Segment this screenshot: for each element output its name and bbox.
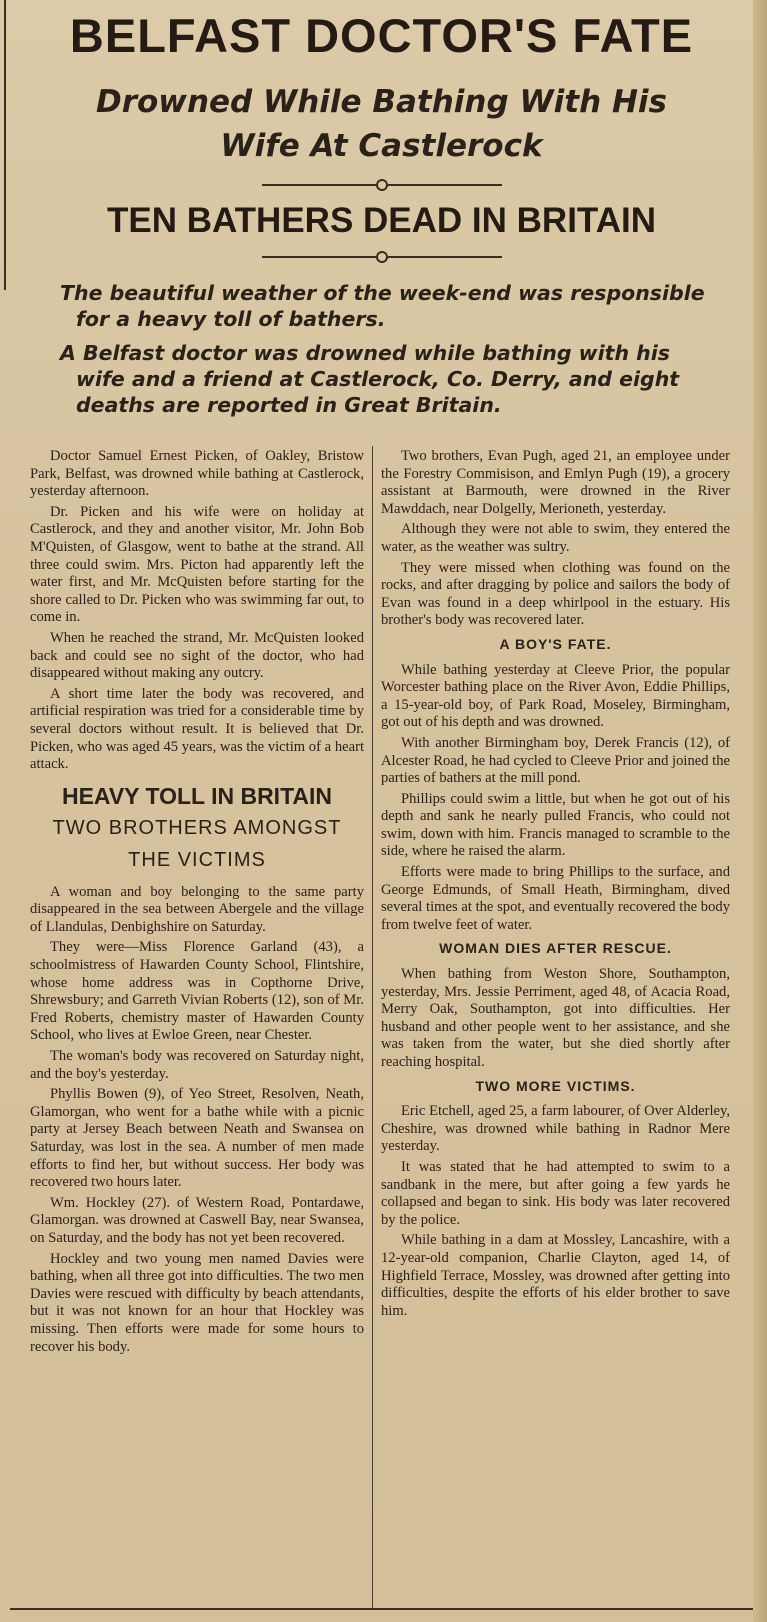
paragraph: Although they were not able to swim, they entered the water, as the weather was sultry. — [381, 521, 730, 555]
headline-2: TEN BATHERS DEAD IN BRITAIN — [107, 201, 656, 240]
paragraph: Two brothers, Evan Pugh, aged 21, an employee under the Forestry Commisison, and Emlyn Pugh (19), a grocery assistant at Barmouth, were drowned in the River Mawddach, near Dolgelly, Merioneth, yesterday. — [381, 448, 730, 517]
paragraph: A short time later the body was recovered, and artificial respiration was tried for a considerable time by several doctors without result. It is believed that Dr. Picken, who was aged 45 years, was the victim of a heart attack. — [30, 685, 364, 773]
section-heading: WOMAN DIES AFTER RESCUE. — [439, 940, 672, 957]
paragraph: Phyllis Bowen (9), of Yeo Street, Resolven, Neath, Glamorgan, who went for a bathe while with a picnic party at Jersey Beach between Neath and Swansea on Saturday, was lost in the sea. A number of men made efforts to find her, but without success. Her body was recovered two hours later. — [30, 1086, 364, 1191]
paper-edge — [753, 0, 767, 1622]
paragraph: A woman and boy belonging to the same party disappeared in the sea between Abergele and the village of Llandulas, Denbighshire on Saturday. — [30, 883, 364, 935]
masthead — [10, 0, 753, 264]
ornament-rule — [262, 250, 502, 264]
intro-paragraph: A Belfast doctor was drowned while bathing with his wife and a friend at Castlerock, Co. Derry, and eight deaths are reported in Great Britain. — [60, 341, 680, 417]
paragraph: The woman's body was recovered on Saturday night, and the boy's yesterday. — [30, 1048, 364, 1082]
section-heading: TWO MORE VICTIMS. — [475, 1077, 636, 1094]
paragraph: When he reached the strand, Mr. McQuisten looked back and could see no sight of the doctor, who had disappeared without making any outcry. — [30, 629, 364, 682]
section-heading-line: THE VICTIMS — [128, 848, 266, 871]
paragraph: While bathing yesterday at Cleeve Prior, the popular Worcester bathing place on the River Avon, Eddie Phillips, a 15-year-old boy, of Park Road, Moseley, Birmingham, got out of his depth and was drowned. — [381, 661, 730, 731]
section-heading — [30, 780, 364, 876]
section-heading-line: HEAVY TOLL IN BRITAIN — [61, 782, 333, 809]
paragraph: Efforts were made to bring Phillips to the surface, and George Edmunds, of Small Heath, Birmingham, dived several times at the spot, and eventually recovered the body from twelve feet of water. — [381, 864, 730, 933]
intro — [60, 280, 713, 418]
paragraph: They were—Miss Florence Garland (43), a schoolmistress of Hawarden County School, Flintshire, whose home address was in Copthorne Drive, Shrewsbury; and Garreth Vivian Roberts (12), son of Mr. Fred Roberts, chemistry master of Hawarden County School, who lives at Ewloe Green, near Chester. — [30, 939, 364, 1044]
paragraph: With another Birmingham boy, Derek Francis (12), of Alcester Road, he had cycled to Cleeve Prior and joined the parties of bathers at the mill pond. — [381, 734, 730, 787]
paragraph: When bathing from Weston Shore, Southampton, yesterday, Mrs. Jessie Perriment, aged 48, of Acacia Road, Merry Oak, Southampton, got into difficulties. Her husband and other people went to her assistance, and she was taken from the water, but she died shortly after reaching hospital. — [381, 966, 730, 1070]
paragraph: Phillips could swim a little, but when he got out of his depth and sank he nearly pulled Francis, who could not swim, down with him. Francis managed to scramble to the side, where he raised the alarm. — [381, 790, 730, 860]
intro-paragraph: The beautiful weather of the week-end was responsible for a heavy toll of bathers. — [60, 281, 705, 331]
paragraph: It was stated that he had attempted to swim to a sandbank in the mere, but after going a few yards he collapsed and began to sink. His body was later recovered by the police. — [381, 1158, 730, 1228]
subheadline: Drowned While Bathing With His Wife At Castlerock — [95, 84, 667, 164]
headline: BELFAST DOCTOR'S FATE — [69, 9, 694, 62]
section-heading-line: TWO BROTHERS AMONGST — [52, 816, 342, 839]
paragraph: Wm. Hockley (27). of Western Road, Pontardawe, Glamorgan. was drowned at Caswell Bay, near Swansea, on Saturday, and the body has not yet been recovered. — [30, 1194, 364, 1246]
left-border-rule — [4, 0, 6, 290]
columns — [10, 446, 753, 1608]
bottom-rule — [10, 1608, 753, 1610]
right-column — [372, 446, 734, 1608]
paragraph: They were missed when clothing was found on the rocks, and after dragging by police and sailors the body of Evan was found in a deep whirlpool in the estuary. His brother's body was recovered later. — [381, 559, 730, 629]
ornament-rule — [262, 178, 502, 192]
left-column — [10, 446, 372, 1608]
paragraph: Doctor Samuel Ernest Picken, of Oakley, Bristow Park, Belfast, was drowned while bathing at Castlerock, yesterday afternoon. — [30, 448, 364, 500]
paragraph: While bathing in a dam at Mossley, Lancashire, with a 12-year-old companion, Charlie Clayton, aged 14, of Highfield Terrace, Mossley, was drowned after getting into difficulties, despite the efforts of his elder brother to save him. — [381, 1232, 730, 1319]
section-heading: A BOY'S FATE. — [499, 635, 612, 652]
paragraph: Dr. Picken and his wife were on holiday at Castlerock, and they and another visitor, Mr. John Bob M'Quisten, of Glasgow, went to bathe at the strand. All three could swim. Mrs. Picton had apparently left the water first, and Mr. McQuisten before starting for the shore called to Dr. Picken who was swimming far out, to come in. — [30, 503, 364, 626]
paragraph: Eric Etchell, aged 25, a farm labourer, of Over Alderley, Cheshire, was drowned while bathing in Radnor Mere yesterday. — [381, 1103, 730, 1155]
paragraph: Hockley and two young men named Davies were bathing, when all three got into difficulties. The two men Davies were rescued with difficulty by beach attendants, but it was not known for an hour that Hockley was missing. Then efforts were made for some hours to recover his body. — [30, 1250, 364, 1355]
